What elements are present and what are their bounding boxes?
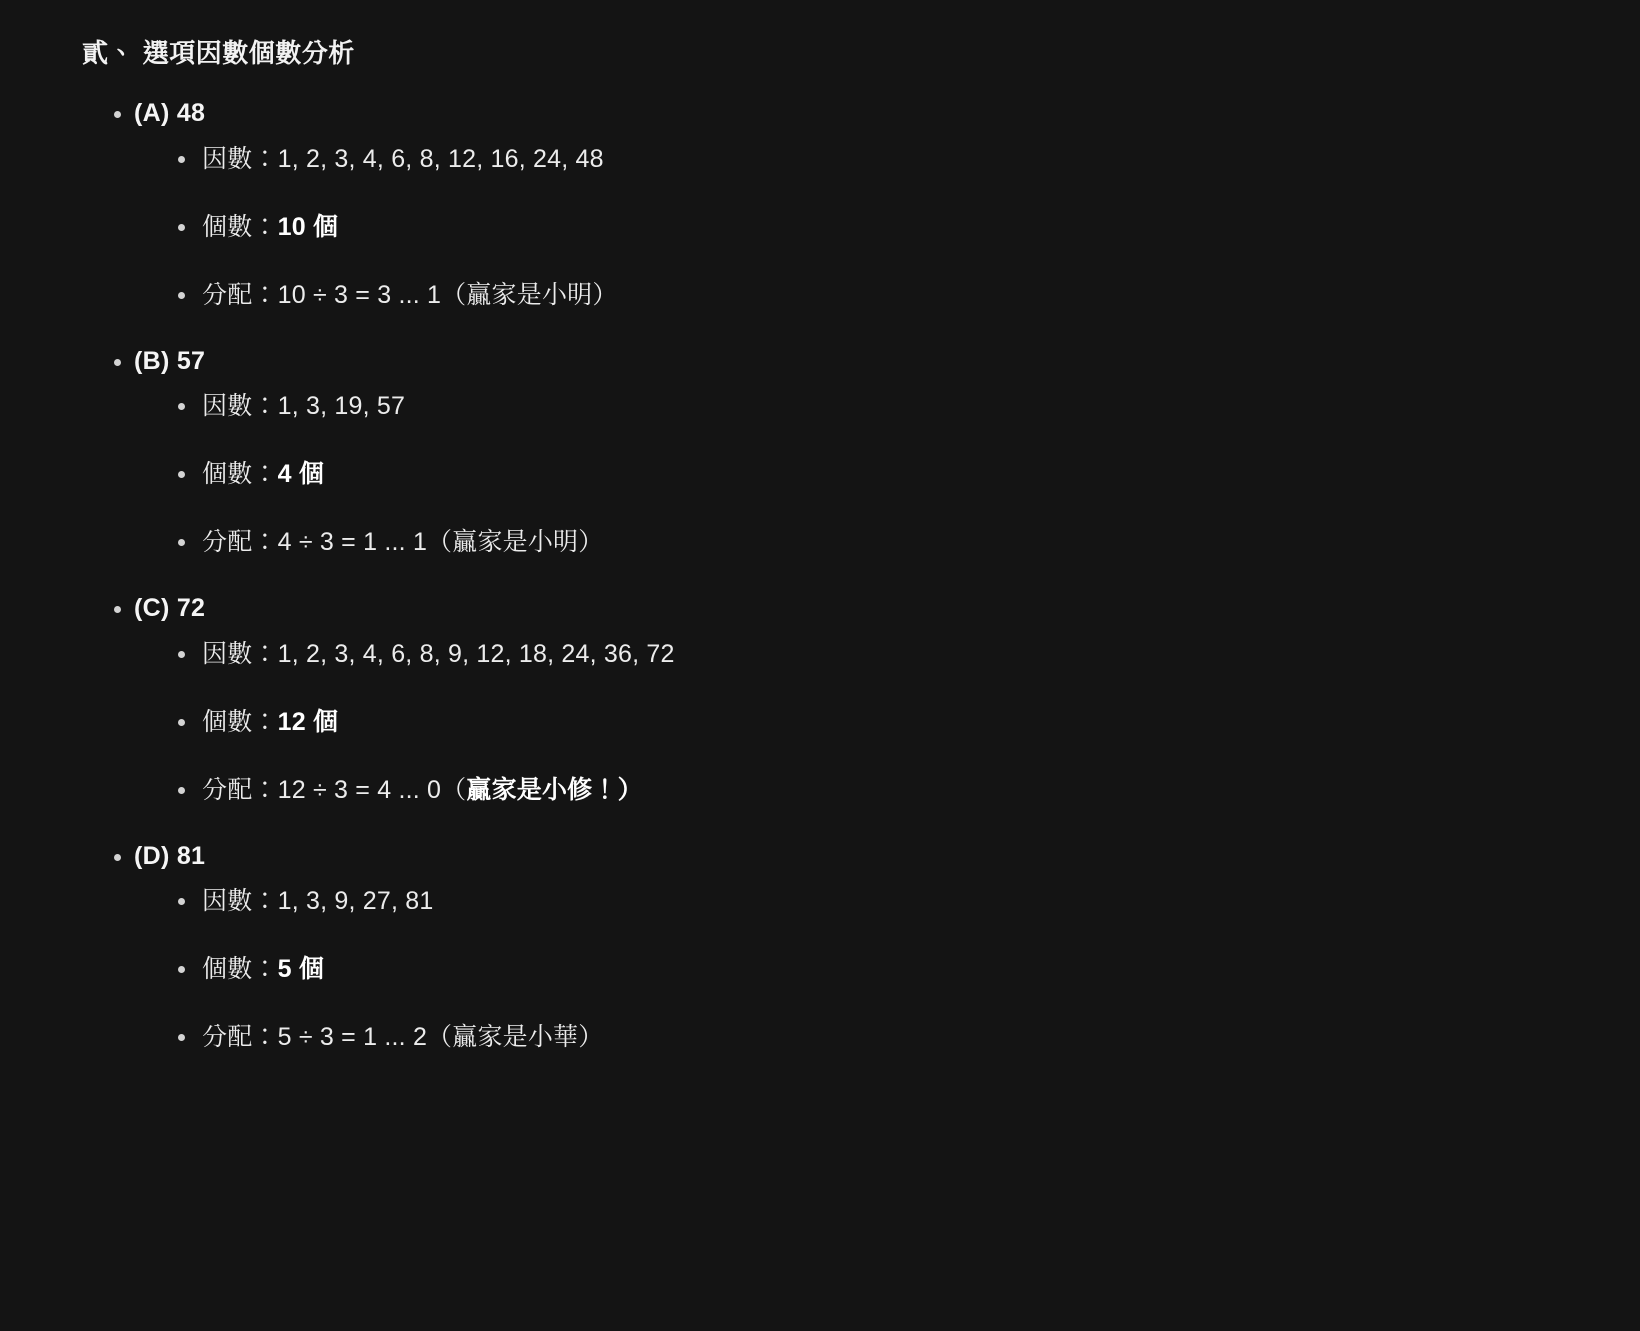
- bullet-icon: [178, 966, 185, 973]
- option-detail-text: [202, 1019, 1580, 1055]
- detail-value: 1, 3, 9, 27, 81: [277, 887, 434, 915]
- detail-prefix: 分配：: [202, 1023, 278, 1051]
- option-detail-text: [202, 636, 1580, 672]
- detail-prefix: 個數：: [202, 212, 278, 241]
- detail-value: 4 ÷ 3 = 1 ... 1（贏家是小明）: [277, 528, 604, 556]
- option-item: [82, 91, 1580, 317]
- bullet-icon: [178, 224, 185, 231]
- option-item: [82, 586, 1580, 812]
- option-item: [82, 339, 1580, 565]
- option-detail-text: [202, 524, 1580, 560]
- bullet-icon: [178, 787, 185, 794]
- option-detail-item: [134, 636, 1580, 676]
- option-detail-text: [202, 772, 1580, 808]
- option-detail-item: [134, 1019, 1580, 1059]
- option-detail-text: [202, 456, 1580, 492]
- detail-prefix: 分配：: [202, 280, 278, 309]
- detail-prefix: 因數：: [202, 392, 278, 420]
- bullet-icon: [178, 471, 185, 478]
- detail-value: 5 ÷ 3 = 1 ... 2（贏家是小華）: [277, 1023, 604, 1051]
- detail-prefix: 個數：: [202, 707, 278, 736]
- detail-prefix: 因數：: [202, 639, 278, 668]
- bullet-icon: [178, 898, 185, 905]
- detail-prefix: 分配：: [202, 528, 278, 556]
- detail-emphasis: 10 個: [277, 212, 339, 241]
- option-detail-item: [134, 524, 1580, 564]
- option-detail-item: [134, 141, 1580, 181]
- option-list: [82, 91, 1580, 1059]
- option-detail-list: [134, 388, 1580, 564]
- option-detail-item: [134, 388, 1580, 428]
- option-detail-text: [202, 883, 1580, 919]
- bullet-icon: [178, 539, 185, 546]
- option-label: (D) 81: [134, 841, 206, 870]
- bullet-icon: [178, 292, 185, 299]
- bullet-icon: [114, 359, 121, 366]
- option-detail-text: [202, 704, 1580, 740]
- detail-emphasis: 贏家是小修！）: [466, 775, 643, 804]
- detail-prefix: 個數：: [202, 955, 278, 983]
- option-detail-list: [134, 636, 1580, 812]
- option-label: (B) 57: [134, 346, 206, 375]
- bullet-icon: [114, 606, 121, 613]
- section-title: 貳、 選項因數個數分析: [82, 38, 355, 68]
- option-detail-item: [134, 209, 1580, 249]
- detail-value: 10 ÷ 3 = 3 ... 1（贏家是小明）: [277, 280, 618, 309]
- option-detail-text: [202, 277, 1580, 313]
- detail-emphasis: 12 個: [277, 707, 339, 736]
- bullet-icon: [178, 1034, 185, 1041]
- detail-prefix: 分配：: [202, 775, 278, 804]
- option-detail-item: [134, 704, 1580, 744]
- bullet-icon: [114, 854, 121, 861]
- detail-value: 1, 2, 3, 4, 6, 8, 12, 16, 24, 48: [277, 144, 604, 173]
- bullet-icon: [114, 111, 121, 118]
- detail-prefix: 因數：: [202, 144, 278, 173]
- detail-emphasis: 4 個: [277, 460, 325, 488]
- detail-emphasis: 5 個: [277, 955, 325, 983]
- option-item: [82, 834, 1580, 1060]
- bullet-icon: [178, 719, 185, 726]
- detail-prefix: 因數：: [202, 887, 278, 915]
- detail-value: 1, 2, 3, 4, 6, 8, 9, 12, 18, 24, 36, 72: [277, 639, 675, 668]
- option-detail-text: [202, 951, 1580, 987]
- option-detail-list: [134, 883, 1580, 1059]
- option-detail-item: [134, 951, 1580, 991]
- option-detail-item: [134, 772, 1580, 812]
- detail-prefix: 個數：: [202, 460, 278, 488]
- option-detail-list: [134, 141, 1580, 317]
- bullet-icon: [178, 651, 185, 658]
- option-detail-item: [134, 883, 1580, 923]
- option-label: (A) 48: [134, 99, 206, 127]
- bullet-icon: [178, 403, 185, 410]
- detail-value: 12 ÷ 3 = 4 ... 0（: [277, 775, 467, 804]
- option-label: (C) 72: [134, 594, 206, 622]
- option-detail-item: [134, 277, 1580, 317]
- detail-value: 1, 3, 19, 57: [277, 392, 406, 420]
- option-detail-text: [202, 141, 1580, 177]
- option-detail-text: [202, 388, 1580, 424]
- option-detail-text: [202, 209, 1580, 245]
- option-detail-item: [134, 456, 1580, 496]
- bullet-icon: [178, 156, 185, 163]
